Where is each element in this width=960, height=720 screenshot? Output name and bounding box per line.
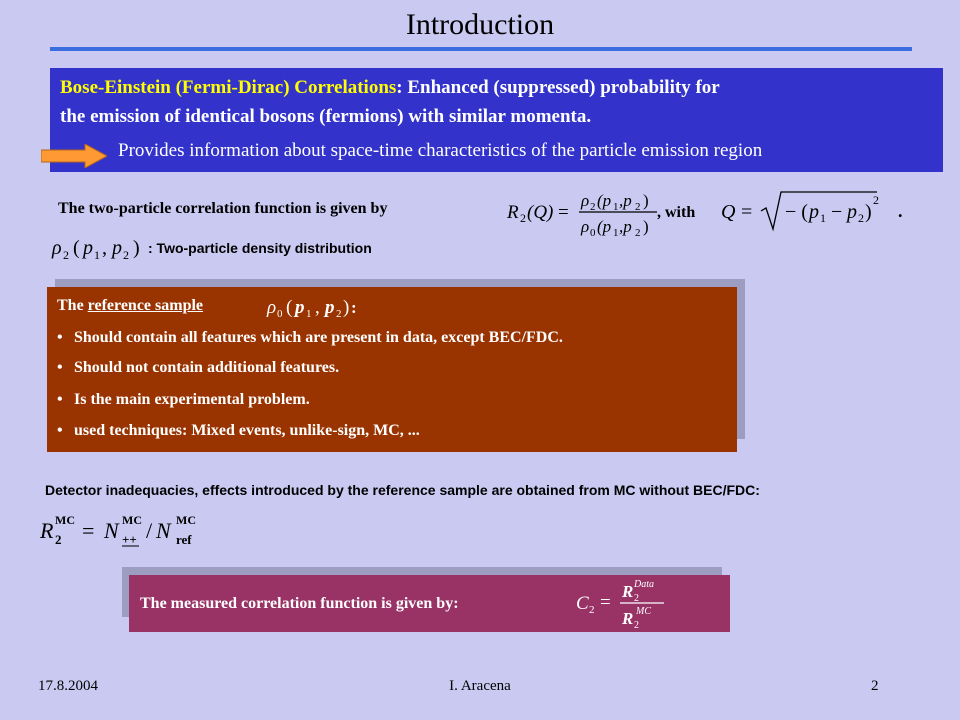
svg-text:): )	[643, 191, 649, 210]
footer-date: 17.8.2004	[38, 678, 98, 694]
svg-text:R: R	[40, 518, 54, 543]
svg-text:2: 2	[635, 201, 641, 213]
svg-text:ρ: ρ	[52, 237, 62, 259]
correlation-intro-text	[58, 200, 387, 218]
bec-provides-text: Provides information about space-time characteristics of the particle emission region	[118, 140, 763, 161]
svg-text:2: 2	[63, 248, 69, 262]
svg-text:p: p	[809, 201, 819, 223]
svg-text:=: =	[82, 518, 95, 543]
svg-text:(: (	[286, 297, 293, 318]
footer-page-number: 2	[871, 678, 879, 694]
reference-sample-box	[47, 287, 737, 452]
svg-text:2: 2	[123, 248, 129, 262]
bec-colon: :	[396, 77, 408, 98]
density-distribution-line	[50, 234, 470, 264]
svg-text:1: 1	[306, 308, 312, 320]
svg-text:++: ++	[122, 532, 137, 547]
correlation-intro: The two-particle correlation function is given by	[58, 200, 388, 217]
reference-title-prefix: The	[57, 297, 88, 314]
svg-text:ρ: ρ	[267, 297, 277, 318]
svg-text:MC: MC	[55, 513, 75, 527]
bec-period: .	[586, 106, 592, 127]
svg-text:,: ,	[102, 237, 107, 259]
slide-title: Introduction	[405, 8, 555, 41]
reference-bullet-text: Should not contain additional features.	[74, 359, 340, 376]
svg-text:,: ,	[315, 297, 320, 318]
svg-text:2: 2	[858, 211, 864, 225]
svg-text:,p: ,p	[619, 191, 632, 210]
svg-text:0: 0	[277, 308, 283, 320]
title-divider	[50, 47, 912, 51]
svg-text:R: R	[622, 609, 634, 628]
density-label: : Two-particle density distribution	[148, 240, 372, 256]
reference-title	[57, 297, 203, 315]
svg-text:N: N	[156, 518, 171, 543]
bec-definition-line-1	[60, 77, 720, 99]
correlation-end-period: .	[898, 201, 903, 221]
reference-title-suffix: :	[351, 298, 357, 317]
measured-text: The measured correlation function is given by:	[140, 595, 459, 612]
bec-definition-box	[50, 68, 943, 172]
bec-term: Bose-Einstein (Fermi-Dirac) Correlations	[60, 77, 397, 98]
svg-text:ρ: ρ	[581, 191, 590, 210]
svg-text:Q: Q	[721, 201, 736, 223]
svg-text:R: R	[507, 202, 519, 223]
bec-definition-part-2: the emission of identical bosons (fermions) with similar momenta	[60, 106, 587, 127]
svg-text:1: 1	[94, 248, 100, 262]
svg-text:2: 2	[634, 593, 639, 604]
svg-text:−: −	[831, 201, 843, 223]
svg-text:0: 0	[590, 227, 596, 238]
mc-ratio-formula	[38, 510, 238, 550]
correlation-function-formula	[505, 186, 925, 238]
right-arrow-icon	[41, 144, 107, 168]
svg-text:2: 2	[873, 193, 879, 207]
reference-title-link: reference sample	[87, 297, 204, 314]
svg-text:− (: − (	[785, 201, 808, 223]
svg-text:): )	[643, 217, 649, 236]
svg-text:2: 2	[634, 620, 639, 631]
reference-bullet-text: used techniques: Mixed events, unlike-sign, MC, ...	[74, 422, 420, 439]
svg-text:2: 2	[55, 532, 62, 547]
svg-text:=: =	[741, 201, 753, 223]
svg-text:R: R	[622, 582, 634, 601]
svg-text:2: 2	[520, 211, 526, 225]
svg-text:MC: MC	[636, 606, 651, 617]
svg-text:p: p	[295, 297, 305, 318]
svg-text:(p: (p	[597, 191, 612, 210]
svg-text:C: C	[576, 593, 589, 614]
svg-text:Data: Data	[634, 579, 654, 590]
svg-text:2: 2	[635, 227, 641, 238]
reference-density-formula	[263, 291, 393, 323]
svg-text:ref: ref	[176, 532, 192, 547]
svg-text:1: 1	[820, 211, 826, 225]
svg-text:(Q): (Q)	[527, 202, 554, 223]
measured-function-formula	[574, 575, 669, 632]
svg-text:2: 2	[336, 308, 342, 320]
measured-function-box	[129, 575, 730, 632]
svg-text:): )	[133, 237, 140, 259]
reference-bullet: • Is the main experimental problem.	[57, 391, 310, 408]
svg-text:p: p	[847, 201, 857, 223]
footer-author: I. Aracena	[449, 678, 511, 694]
svg-text:2: 2	[590, 201, 596, 213]
svg-text:,p: ,p	[619, 217, 632, 236]
reference-bullet-text: Is the main experimental problem.	[74, 391, 310, 408]
svg-text:/: /	[146, 518, 153, 543]
bec-definition-part-1: Enhanced (suppressed) probability for	[407, 77, 720, 98]
svg-text:(: (	[73, 237, 80, 259]
reference-bullet: • used techniques: Mixed events, unlike-sign, MC, ...	[57, 422, 420, 439]
svg-text:MC: MC	[122, 513, 142, 527]
svg-text:): )	[343, 297, 350, 318]
bec-definition-line-2	[60, 106, 591, 128]
svg-text:p: p	[112, 237, 122, 259]
svg-text:MC: MC	[176, 513, 196, 527]
svg-text:2: 2	[589, 604, 595, 616]
svg-text:ρ: ρ	[581, 217, 590, 236]
svg-text:N: N	[104, 518, 119, 543]
reference-bullet: • Should not contain additional features.	[57, 359, 340, 376]
svg-text:=: =	[558, 202, 569, 223]
svg-text:p: p	[83, 237, 93, 259]
svg-text:1: 1	[613, 227, 619, 238]
svg-text:1: 1	[613, 201, 619, 213]
reference-bullet: • Should contain all features which are present in data, except BEC/FDC.	[57, 329, 563, 346]
svg-text:=: =	[600, 592, 611, 613]
svg-text:(p: (p	[597, 217, 612, 236]
correlation-with: , with	[657, 204, 696, 221]
detector-text: Detector inadequacies, effects introduced by the reference sample are obtained from MC without BEC/FDC:	[45, 482, 760, 498]
reference-bullet-text: Should contain all features which are present in data, except BEC/FDC.	[74, 329, 563, 346]
svg-text:): )	[865, 201, 872, 223]
svg-text:p: p	[325, 297, 335, 318]
